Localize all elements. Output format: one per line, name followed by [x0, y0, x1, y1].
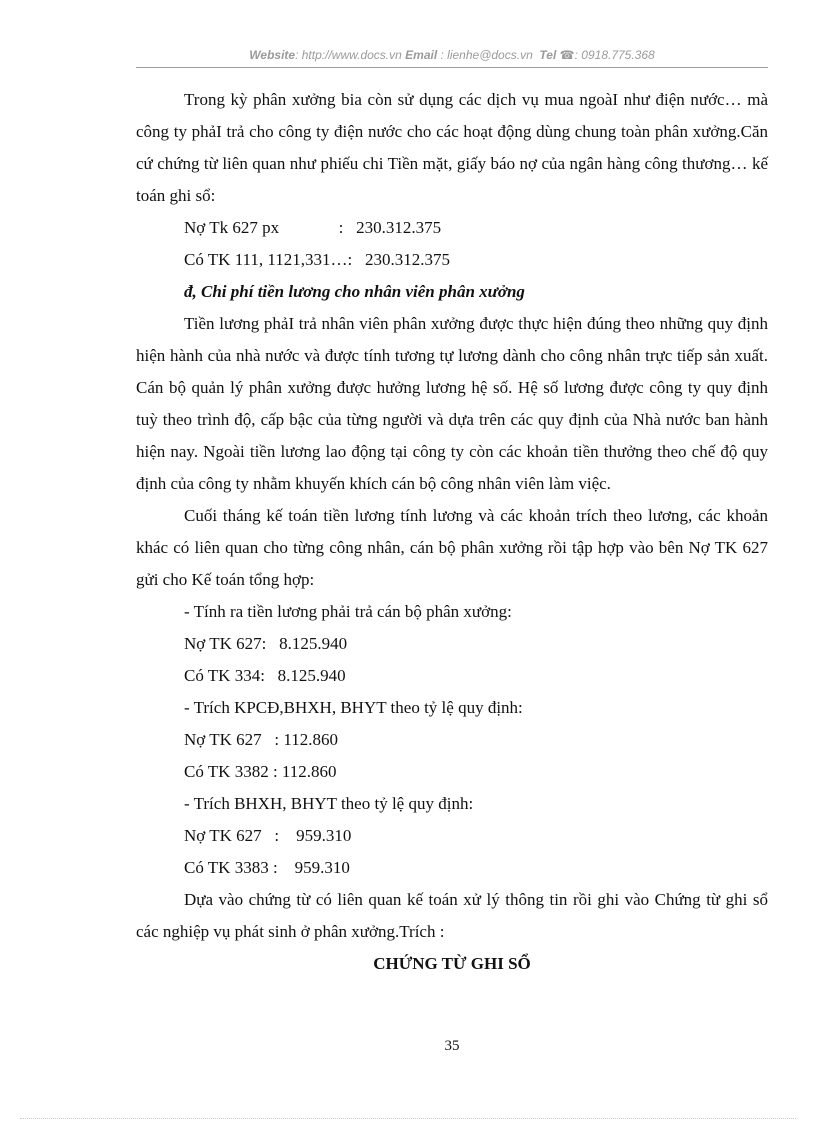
tel-value: : 0918.775.368: [574, 48, 655, 62]
document-body: [136, 84, 768, 980]
entry-debit-627-bhxh: Nợ TK 627 : 959.310: [184, 826, 352, 845]
entry-credit-334: Có TK 334: 8.125.940: [184, 666, 346, 685]
email-label: Email: [405, 48, 438, 62]
phone-icon: ☎: [559, 48, 575, 62]
bottom-rule: [20, 1118, 796, 1119]
list-item-kpcd: - Trích KPCĐ,BHXH, BHYT theo tỷ lệ quy định:: [184, 698, 523, 717]
entry-credit-3383: Có TK 3383 : 959.310: [184, 858, 350, 877]
entry-credit-111: Có TK 111, 1121,331…: 230.312.375: [184, 250, 451, 269]
entry-debit-627-px: Nợ Tk 627 px : 230.312.375: [184, 218, 442, 237]
email-value[interactable]: : lienhe@docs.vn: [437, 48, 533, 62]
header-rule: [136, 67, 768, 68]
tel-label: Tel: [539, 48, 557, 62]
section-title-salary: đ, Chi phí tiền lương cho nhân viên phân xưởng: [184, 282, 525, 301]
list-item-salary: - Tính ra tiền lương phải trả cán bộ phân xưởng:: [184, 602, 512, 621]
entry-debit-627-kpcd: Nợ TK 627 : 112.860: [184, 730, 338, 749]
website-label: Website: [249, 48, 296, 62]
entry-credit-3382: Có TK 3382 : 112.860: [184, 762, 337, 781]
heading-chung-tu-ghi-so: CHỨNG TỪ GHI SỔ: [373, 954, 531, 973]
page-header: [136, 48, 768, 62]
paragraph-vouchers: Dựa vào chứng từ có liên quan kế toán xử lý thông tin rồi ghi vào Chứng từ ghi sổ các nghiệp vụ phát sinh ở phân xưởng.Trích :: [136, 890, 768, 941]
list-item-bhxh: - Trích BHXH, BHYT theo tỷ lệ quy định:: [184, 794, 474, 813]
paragraph-month-end: Cuối tháng kế toán tiền lương tính lương và các khoản trích theo lương, các khoản khác có liên quan cho từng công nhân, cán bộ phân xưởng rồi tập hợp vào bên Nợ TK 627 gửi cho Kế toán tổng hợp:: [136, 506, 768, 589]
entry-debit-627-salary: Nợ TK 627: 8.125.940: [184, 634, 348, 653]
paragraph-salary: Tiền lương phảI trả nhân viên phân xưởng được thực hiện đúng theo những quy định hiện hành của nhà nước và được tính tương tự lương dành cho công nhân trực tiếp sản xuất. Cán bộ quản lý phân xưởng được hưởng lương hệ số. Hệ số lương được công ty quy định tuỳ theo trình độ, cấp bậc của từng người và dựa trên các quy định của Nhà nước ban hành hiện nay. Ngoài tiền lương lao động tại công ty còn các khoản tiền thưởng theo chế độ quy định của công ty nhằm khuyến khích cán bộ công nhân viên làm việc.: [136, 314, 768, 493]
website-value[interactable]: : http://www.docs.vn: [295, 48, 402, 62]
page-number: 35: [444, 1038, 460, 1054]
paragraph-services: Trong kỳ phân xưởng bia còn sử dụng các dịch vụ mua ngoàI như điện nước… mà công ty phảI trả cho công ty điện nước cho các hoạt động dùng chung toàn phân xưởng.Căn cứ chứng từ liên quan như phiếu chi Tiền mặt, giấy báo nợ của ngân hàng công thương… kế toán ghi sổ:: [136, 90, 768, 205]
